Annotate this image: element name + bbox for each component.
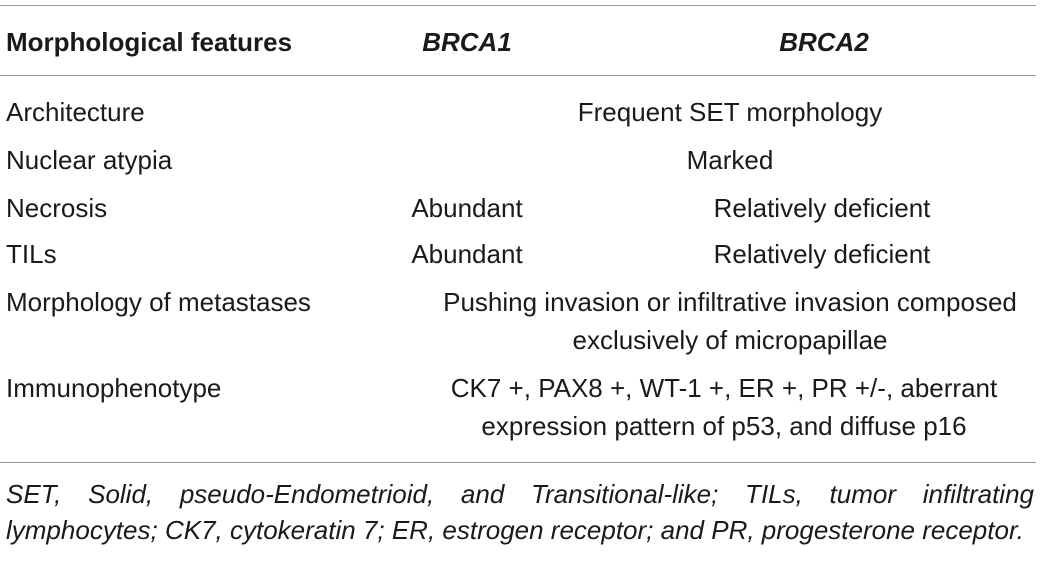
header-rule bbox=[0, 75, 1036, 76]
row-feature: Morphology of metastases bbox=[6, 287, 311, 317]
row-brca1-value: Abundant bbox=[411, 239, 523, 269]
row-feature: TILs bbox=[6, 239, 57, 269]
header-brca2: BRCA2 bbox=[779, 27, 869, 57]
row-merged-value: Frequent SET morphology bbox=[577, 97, 883, 127]
bottom-rule bbox=[0, 462, 1036, 463]
row-feature: Necrosis bbox=[6, 193, 108, 223]
row-brca2-value: Relatively deficient bbox=[713, 193, 931, 223]
row-feature: Architecture bbox=[6, 97, 145, 127]
top-rule bbox=[0, 5, 1036, 6]
row-merged-value-line1: CK7 +, PAX8 +, WT-1 +, ER +, PR +/-, aberrant bbox=[450, 373, 998, 403]
row-merged-value-line1: Pushing invasion or infiltrative invasion composed bbox=[443, 287, 1017, 317]
row-merged-value-line2: expression pattern of p53, and diffuse p16 bbox=[481, 411, 967, 441]
row-brca1-value: Abundant bbox=[411, 193, 523, 223]
row-feature: Nuclear atypia bbox=[6, 145, 173, 175]
header-morphological-features: Morphological features bbox=[6, 27, 293, 57]
row-feature: Immunophenotype bbox=[6, 373, 222, 403]
row-merged-value: Marked bbox=[686, 145, 774, 175]
table-footnote: SET, Solid, pseudo-Endometrioid, and Transitional-like; TILs, tumor infiltrating lymphocytes; CK7, cytokeratin 7; ER, estrogen receptor; and PR, progesterone receptor. bbox=[6, 479, 1034, 545]
header-brca1: BRCA1 bbox=[422, 27, 512, 57]
row-brca2-value: Relatively deficient bbox=[713, 239, 931, 269]
row-merged-value-line2: exclusively of micropapillae bbox=[572, 325, 888, 355]
